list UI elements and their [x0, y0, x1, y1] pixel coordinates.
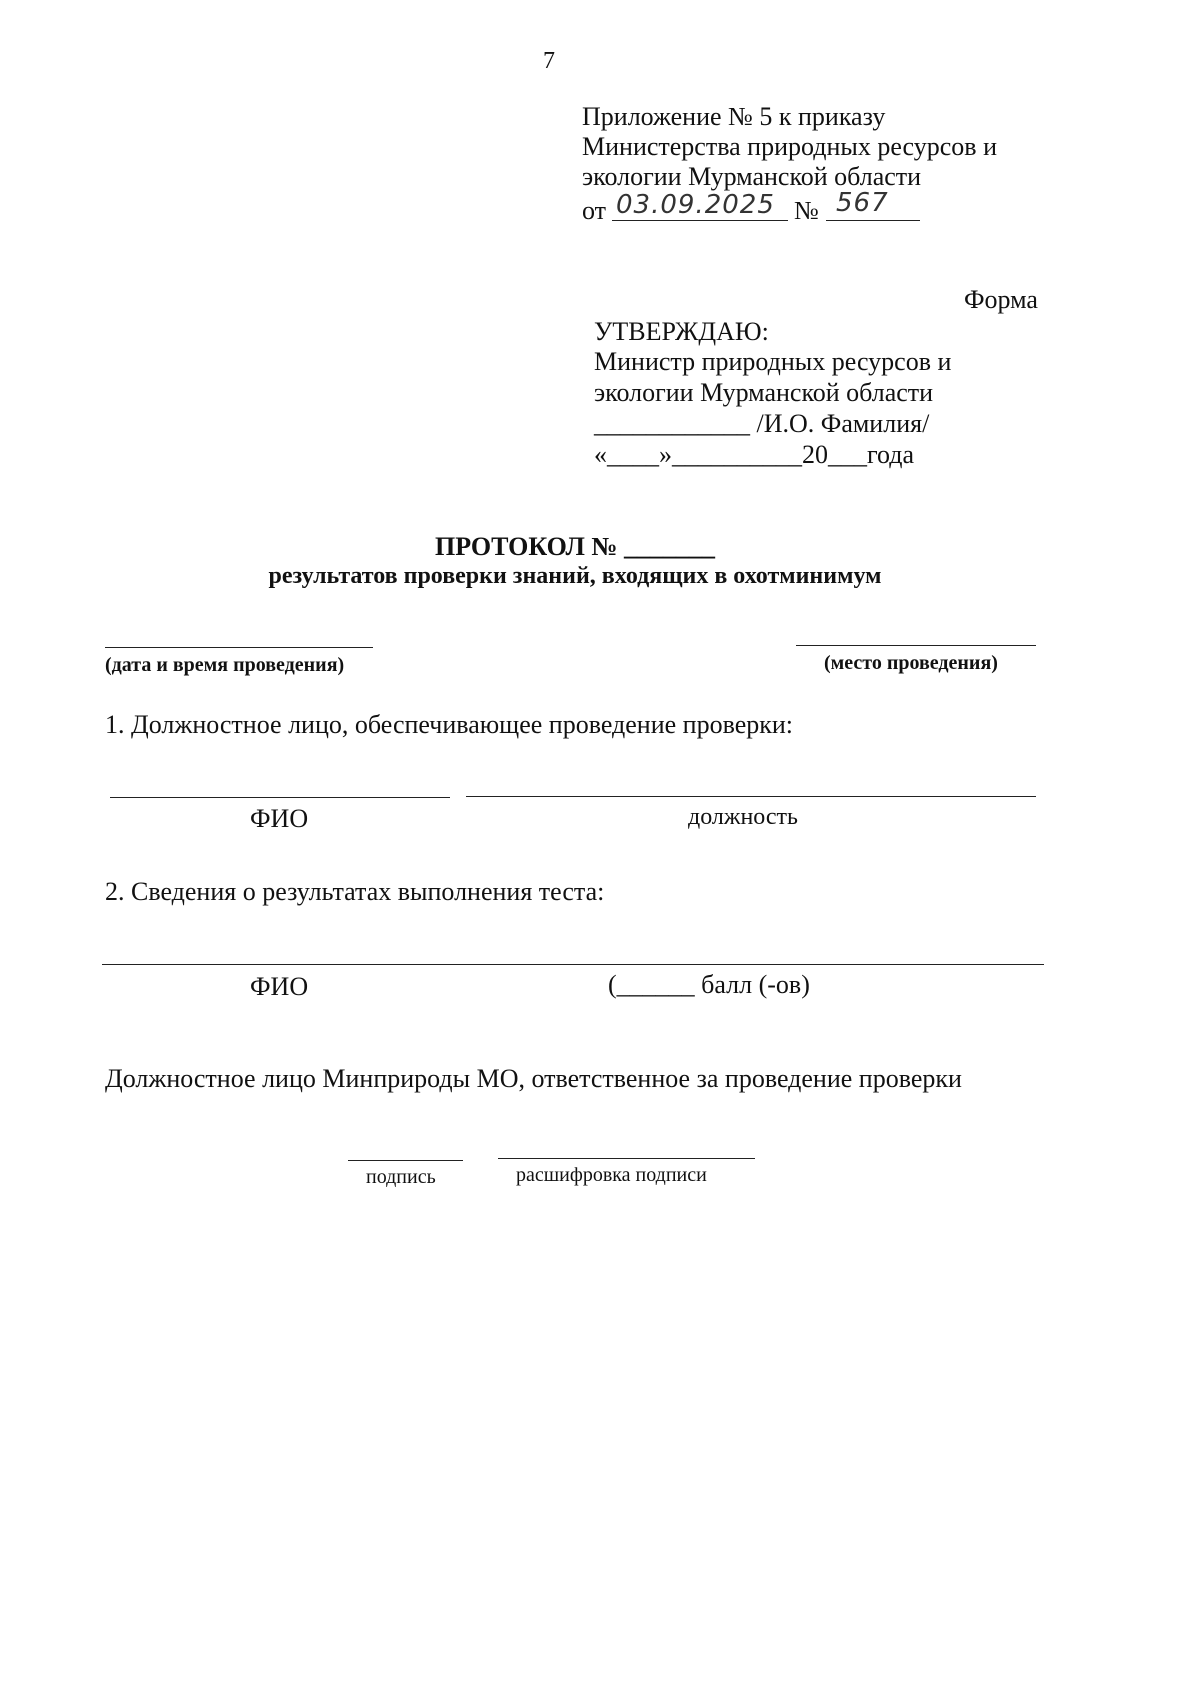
section-1-fio-caption: ФИО — [250, 804, 309, 833]
section-2-text: 2. Сведения о результатах выполнения теста: — [105, 877, 605, 906]
section-1-position-line — [466, 796, 1036, 797]
approval-signature-line: ____________ /И.О. Фамилия/ — [594, 409, 930, 438]
appendix-number-underline — [826, 220, 920, 221]
signature-line — [348, 1160, 463, 1161]
approval-line-3: экологии Мурманской области — [594, 378, 934, 407]
responsible-text: Должностное лицо Минприроды МО, ответственное за проведение проверки — [105, 1064, 962, 1093]
place-caption: (место проведения) — [824, 652, 998, 674]
approval-date-line: «____»__________20___года — [594, 440, 915, 469]
form-label: Форма — [964, 285, 1038, 314]
date-time-caption: (дата и время проведения) — [105, 654, 345, 676]
approval-line-2: Министр природных ресурсов и — [594, 347, 952, 376]
appendix-date-underline — [612, 220, 788, 221]
section-1-text: 1. Должностное лицо, обеспечивающее проведение проверки: — [105, 710, 793, 739]
signature-decoding-caption: расшифровка подписи — [516, 1164, 707, 1186]
place-line — [796, 645, 1036, 646]
section-1-position-caption: должность — [688, 804, 798, 830]
appendix-number-prefix: № — [794, 196, 819, 225]
appendix-date-handwritten: 03.09.2025 — [616, 190, 775, 220]
date-time-line — [105, 647, 373, 648]
page-number: 7 — [543, 48, 555, 74]
appendix-date-prefix: от — [582, 196, 607, 225]
protocol-title: ПРОТОКОЛ № _______ — [434, 532, 716, 561]
appendix-line-3: экологии Мурманской области — [582, 162, 922, 191]
section-2-fio-caption: ФИО — [250, 972, 309, 1001]
appendix-line-2: Министерства природных ресурсов и — [582, 132, 997, 161]
section-2-result-line — [102, 964, 1044, 965]
signature-decoding-line — [498, 1158, 755, 1159]
protocol-subtitle: результатов проверки знаний, входящих в охотминимум — [268, 563, 882, 589]
approval-title: УТВЕРЖДАЮ: — [594, 317, 769, 346]
appendix-number-handwritten: 567 — [836, 188, 889, 218]
section-1-fio-line — [110, 797, 450, 798]
appendix-line-1: Приложение № 5 к приказу — [582, 102, 886, 131]
signature-caption: подпись — [366, 1166, 436, 1188]
section-2-score-caption: (______ балл (-ов) — [608, 970, 810, 999]
